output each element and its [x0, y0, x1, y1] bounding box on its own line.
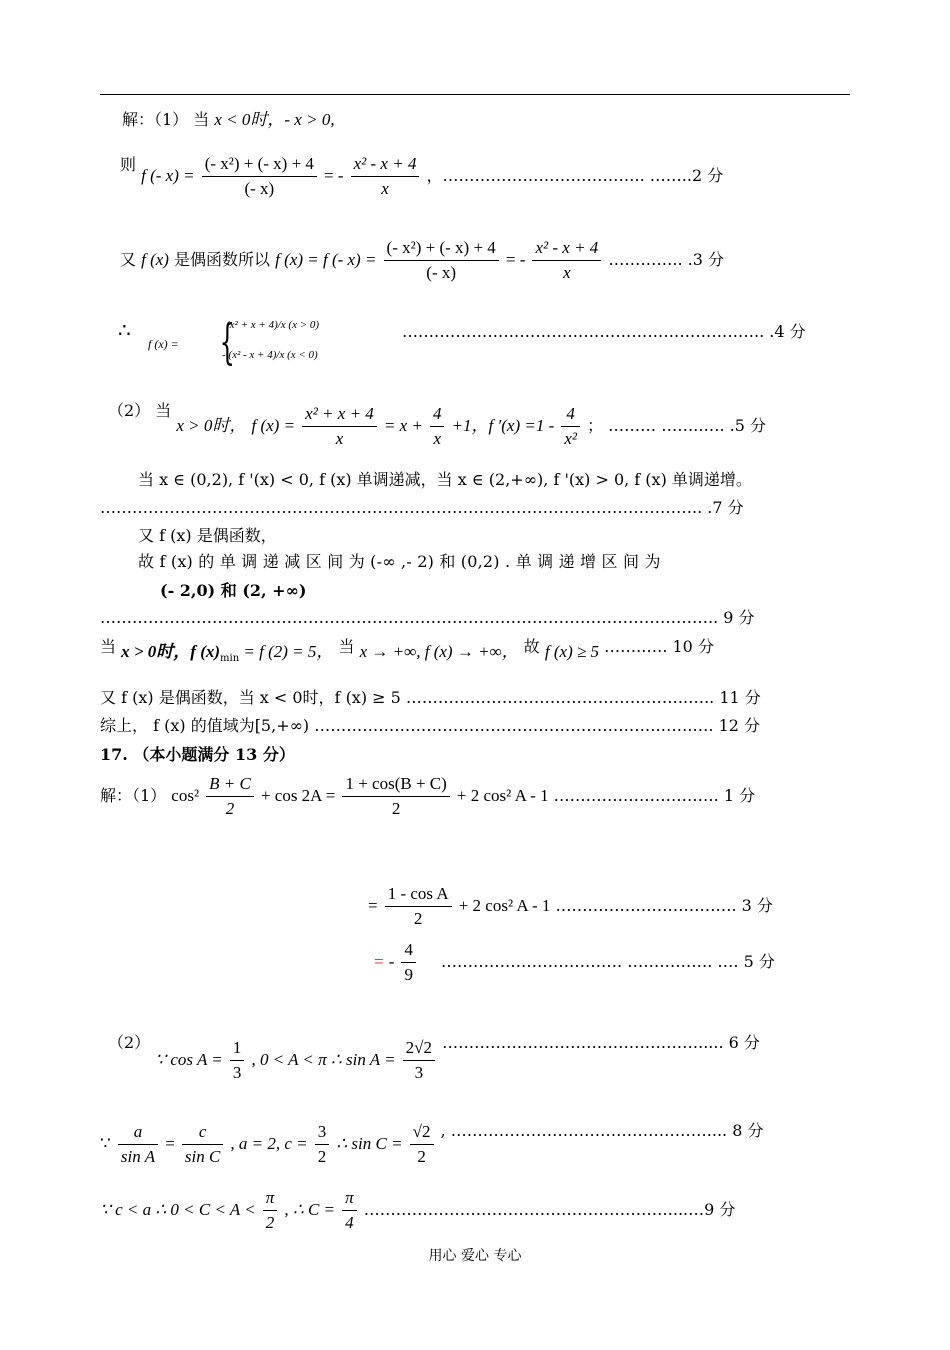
p2-l1-frac1: $\frac{\text{x² + x + 4}}{x}$ — [302, 402, 377, 451]
p2-line4: 又 f (x) 是偶函数， — [138, 526, 277, 545]
p2-l1-deriv: +1，f ′(x) =1 - — [451, 416, 555, 435]
q17-s2-end: + 2 cos² A - 1 — [458, 896, 551, 915]
q17-s5-frac2: $\frac{c}{\text{sin C}}$ — [182, 1120, 223, 1169]
p1-line1 — [122, 110, 335, 130]
q17-s4-because: ∵ cos A = — [155, 1050, 223, 1069]
p1-l2-frac1: $\frac{\text{(- x²) + (- x) + 4}}{(- x)}$ — [202, 152, 317, 201]
q17-s6-score: …………………………………………………....…9 分 — [363, 1200, 736, 1219]
p2-l8-math4: f (x) ≥ 5 — [544, 642, 600, 661]
p2-line8 — [100, 637, 714, 674]
p2-l1-frac2: $\frac{4}{x}$ — [430, 402, 445, 451]
q17-s1-frac1: $\frac{B + C}{2}$ — [206, 772, 254, 821]
q17-step4 — [108, 1032, 760, 1088]
q17-s1-frac2: $\frac{1 + \cos(B + C)}{2}$ — [342, 772, 449, 821]
q17-s5-sinc: ∴ sin C = — [336, 1134, 403, 1153]
p1-l3-frac1: $\frac{\text{(- x²) + (- x) + 4}}{(- x)}$ — [384, 236, 499, 285]
p1-line4 — [118, 320, 131, 342]
header-rule — [100, 94, 850, 95]
p2-line5: 故 f (x) 的 单 调 递 减 区 间 为 (-∞ ,- 2) 和 (0,2) . 单 调 递 增 区 间 为 — [138, 552, 661, 571]
q17-s1-cos: cos² — [171, 786, 200, 805]
p1-l1-math: x < 0时，- x > 0, — [214, 110, 335, 129]
p2-l8-label1: 当 — [100, 637, 117, 656]
p2-l8-score: ……..…. 10 分 — [604, 637, 714, 656]
p2-l8-math2: = f (2) = 5， — [239, 642, 334, 661]
p1-l3-score: ………….. .3 分 — [608, 250, 725, 269]
p2-line7: …………………………………………………………………………………………………….. 9 分 — [100, 608, 755, 627]
q17-s4-frac2: $\frac{2√2}{3}$ — [403, 1036, 435, 1085]
q17-s4-mid: , 0 < A < π ∴ sin A = — [251, 1050, 396, 1069]
p1-l4-score: ………………………………………………………….. .4 分 — [402, 322, 806, 341]
q17-s5-frac4: $\frac{√2}{2}$ — [410, 1120, 434, 1169]
p1-line2 — [120, 152, 723, 201]
p1-l3-label: 又 — [120, 250, 137, 269]
p1-l2-mid: = - — [324, 166, 344, 185]
p1-l3-frac2: $\frac{\text{x² - x + 4}}{x}$ — [532, 236, 601, 285]
p1-l2-frac2: $\frac{\text{x² - x + 4}}{x}$ — [351, 152, 420, 201]
q17-s5-because: ∵ — [100, 1134, 111, 1153]
p2-l1-label: （2） 当 — [108, 401, 172, 420]
q17-s2-frac: $\frac{\text{1 - cos A}}{2}$ — [385, 882, 452, 931]
p1-l3-mid: = - — [505, 250, 526, 269]
q17-s5-frac3: $\frac{3}{2}$ — [315, 1120, 330, 1169]
p2-line2: 当 x ∈ (0,2), f '(x) < 0, f (x) 单调递减，当 x ∈ (2,+∞), f '(x) > 0, f (x) 单调递增。 — [138, 470, 752, 489]
p2-l8-sub: min — [220, 653, 240, 665]
q17-step1 — [100, 770, 755, 822]
p1-l2-label: 则 — [120, 155, 137, 174]
p1-l3-text: 是偶函数所以 — [174, 250, 271, 269]
p1-l4-fx: f (x) = — [148, 337, 179, 351]
p2-line6: (- 2,0) 和 (2, +∞) — [160, 581, 307, 600]
q17-s3-minus: - — [388, 952, 395, 971]
p2-l1-fx: f (x) = — [251, 416, 296, 435]
q17-s5-frac1: $\frac{a}{\text{sin A}}$ — [118, 1120, 158, 1169]
q17-step2 — [368, 880, 773, 932]
p2-l1-mid: = x + — [383, 416, 423, 435]
q17-s3-score: ……………………………. ……………. …. 5 分 — [441, 952, 775, 971]
q17-s2-eq: = — [368, 896, 378, 915]
q17-s5-eq: = — [165, 1134, 175, 1153]
q17-s5-score: , ………………………………………….... 8 分 — [440, 1121, 764, 1140]
q17-step3 — [374, 936, 775, 988]
p2-line1 — [108, 400, 766, 452]
q17-s3-frac: $\frac{4}{9}$ — [401, 938, 416, 987]
p1-l4-case1: (x² + x + 4)/x (x > 0) — [226, 319, 320, 331]
q17-s6-frac2: $\frac{\pi}{4}$ — [342, 1186, 357, 1235]
p2-line10: 综上， f (x) 的值域为[5,+∞) ……………………………………………………….…….…. 12 分 — [100, 716, 761, 735]
q17-s1-mid: + cos 2A = — [260, 786, 336, 805]
p1-l2-lhs: f (- x) = — [141, 166, 195, 185]
q17-step5 — [100, 1116, 763, 1172]
p1-l2-score: ，……………………………….. ……..2 分 — [426, 166, 724, 185]
p1-l4-brace: { — [219, 314, 235, 370]
q17-s4-frac1: $\frac{1}{3}$ — [230, 1036, 245, 1085]
p2-line9: 又 f (x) 是偶函数，当 x < 0时，f (x) ≥ 5 ……………………………………………..….. 11 分 — [100, 688, 761, 707]
q17-s6-mid: , ∴ C = — [284, 1200, 336, 1219]
q17-step6 — [100, 1182, 735, 1238]
q17-s4-label: （2） — [108, 1033, 151, 1052]
p1-line3 — [120, 236, 724, 285]
p2-l1-cond: x > 0时， — [176, 416, 247, 435]
p1-l3-math: f (x) = f (- x) = — [275, 250, 377, 269]
p2-l1-score: ； ……… ……..…. .5 分 — [587, 416, 766, 435]
p2-line3: ………………………………………………………………………………………………….. .7 分 — [100, 498, 744, 517]
q17-s3-eq: = — [374, 952, 384, 971]
q17-s1-score: …………………………. 1 分 — [553, 786, 756, 805]
p1-l1-label: 解：（1） 当 — [122, 110, 210, 129]
p2-l8-label3: 故 — [523, 637, 540, 656]
p2-l8-math3: x → +∞, f (x) → +∞， — [359, 642, 519, 661]
p1-l3-f: f (x) — [141, 250, 169, 269]
p1-l4-case2: - (x² - x + 4)/x (x < 0) — [222, 349, 318, 361]
p2-l8-label2: 当 — [338, 637, 355, 656]
p2-l1-frac3: $\frac{4}{\text{x²}}$ — [561, 402, 580, 451]
q17-s4-score: …………………………………………..... 6 分 — [442, 1033, 760, 1052]
q17-s6-because: ∵ c < a ∴ 0 < C < A < — [100, 1200, 256, 1219]
q17-title: 17. （本小题满分 13 分） — [100, 745, 295, 764]
therefore-symbol: ∴ — [118, 318, 131, 342]
q17-s1-label: 解：（1） — [100, 786, 167, 805]
p2-l8-math1: x > 0时，f (x) — [121, 642, 221, 661]
q17-s5-mid: , a = 2, c = — [230, 1134, 308, 1153]
q17-s2-score: ……………………………. 3 分 — [555, 896, 773, 915]
q17-s6-frac1: $\frac{\pi}{2}$ — [263, 1186, 278, 1235]
page-footer: 用心 爱心 专心 — [428, 1248, 522, 1264]
q17-s1-end: + 2 cos² A - 1 — [456, 786, 549, 805]
